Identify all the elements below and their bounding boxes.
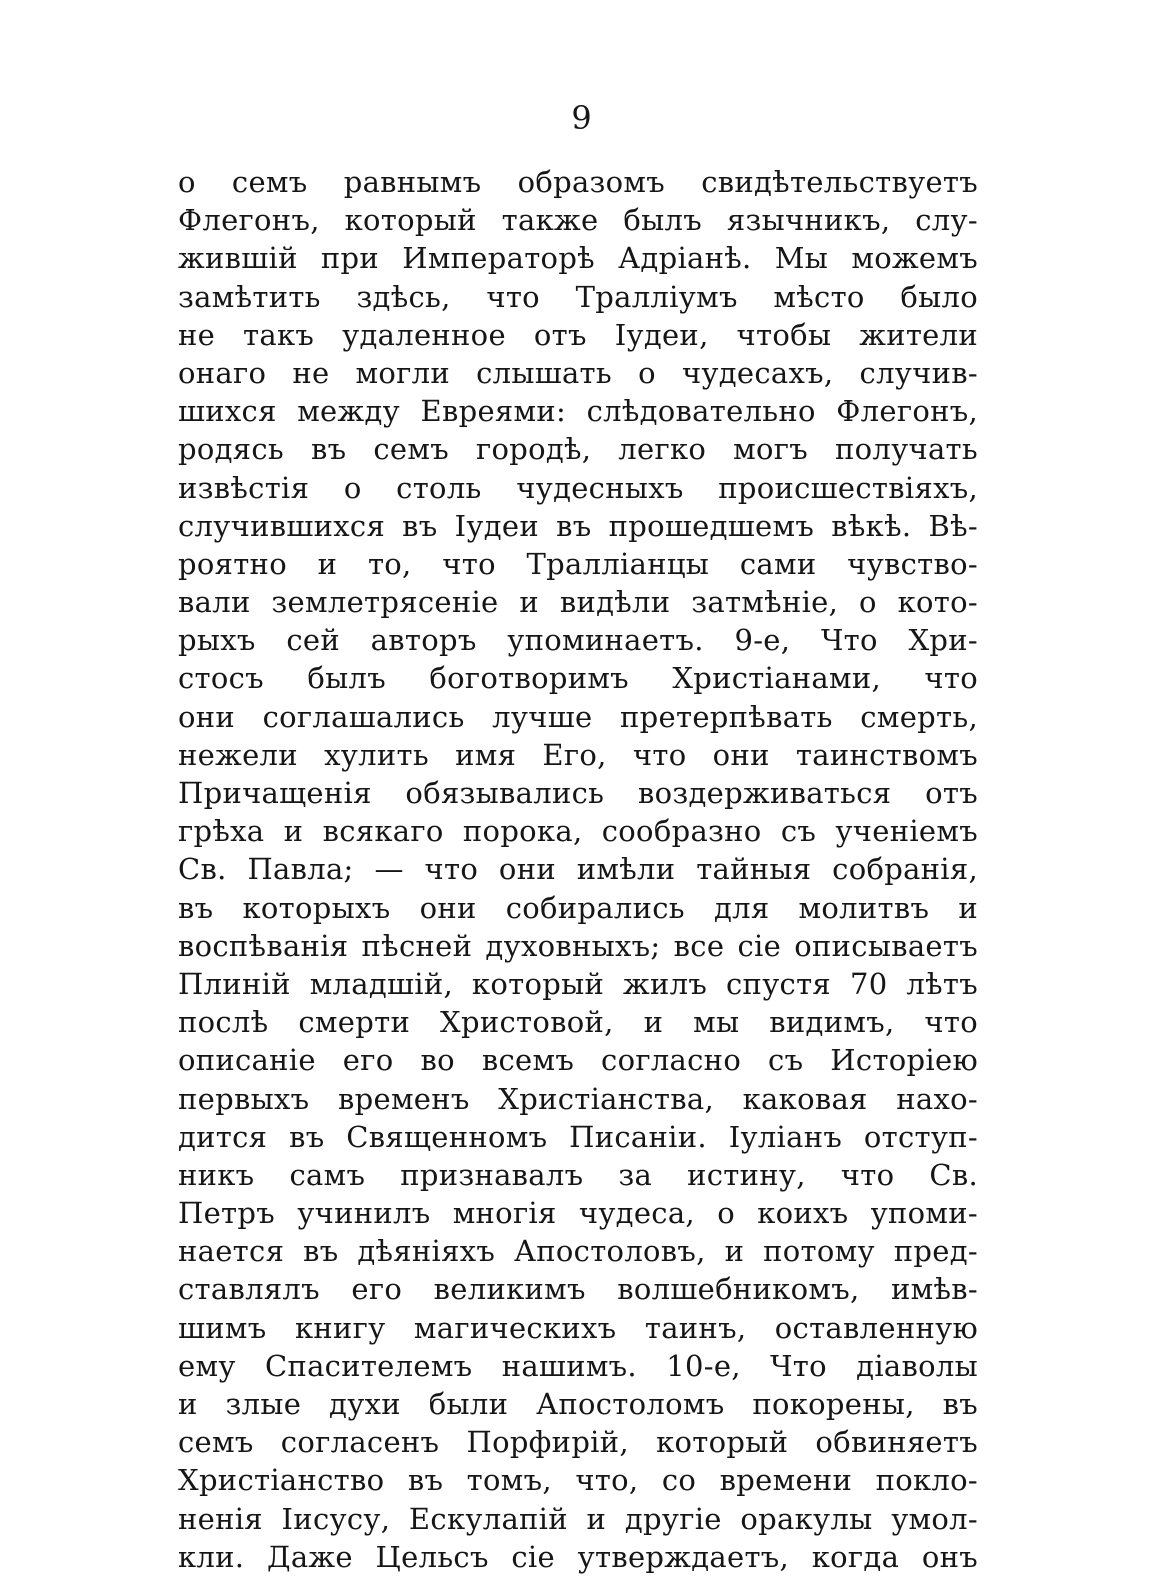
text-line: шимъ книгу магическихъ таинъ, оставленную — [178, 1310, 978, 1345]
text-line: Плиній младшій, который жилъ спустя 70 лѣтъ — [178, 966, 978, 1001]
text-line: Христіанство въ томъ, что, со времени покло- — [178, 1463, 978, 1498]
text-line: кли. Даже Цельсъ сіе утверждаетъ, когда онъ — [178, 1539, 978, 1574]
text-line: Петръ учинилъ многія чудеса, о коихъ упоми- — [178, 1196, 978, 1231]
text-line: шихся между Евреями: слѣдовательно Флегонъ, — [178, 394, 978, 429]
text-line: въ которыхъ они собирались для молитвъ и — [178, 890, 978, 925]
text-line: Флегонъ, который также былъ язычникъ, слу- — [178, 203, 978, 238]
text-line: Причащенія обязывались воздерживаться отъ — [178, 776, 978, 810]
text-line: о семъ равнымъ образомъ свидѣтельствуетъ — [178, 165, 978, 199]
text-line: грѣха и всякаго порока, сообразно съ ученіемъ — [178, 814, 978, 849]
text-line: нается въ дѣяніяхъ Апостоловъ, и потому пред- — [178, 1234, 978, 1269]
text-line: ему Спасителемъ нашимъ. 10-е, Что діаволы — [178, 1348, 978, 1383]
body-text — [178, 163, 978, 1576]
text-line: роятно и то, что Тралліанцы сами чувство- — [178, 546, 978, 581]
text-line: жившій при Императорѣ Адріанѣ. Мы можемъ — [178, 241, 978, 276]
text-line: не такъ удаленное отъ Іудеи, чтобы жители — [178, 317, 978, 352]
text-line: вали землетрясеніе и видѣли затмѣніе, о кото- — [178, 585, 978, 620]
text-line: никъ самъ признавалъ за истину, что Св. — [178, 1157, 978, 1192]
text-line: нежели хулить имя Его, что они таинствомъ — [178, 737, 978, 772]
text-line: Св. Павла; — что они имѣли тайныя собранія, — [178, 852, 978, 887]
text-line: замѣтить здѣсь, что Траллiумъ мѣсто было — [178, 279, 978, 314]
text-line: ненія Іисусу, Ескулапій и другіе оракулы умол- — [178, 1501, 978, 1536]
text-line: они соглашались лучше претерпѣвать смерть, — [178, 699, 978, 734]
page-number: 9 — [571, 99, 592, 137]
text-line: послѣ смерти Христовой, и мы видимъ, что — [178, 1005, 978, 1040]
text-line: случившихся въ Іудеи въ прошедшемъ вѣкѣ. Вѣ- — [178, 508, 978, 543]
text-line: онаго не могли слышать о чудесахъ, случив- — [178, 355, 978, 390]
text-line: семъ согласенъ Порфирій, который обвиняетъ — [178, 1425, 978, 1460]
text-line: рыхъ сей авторъ упоминаетъ. 9-е, Что Хри- — [178, 623, 978, 658]
text-line: и злые духи были Апостоломъ покорены, въ — [178, 1387, 978, 1421]
text-line: описаніе его во всемъ согласно съ Исторіею — [178, 1043, 978, 1078]
text-line: первыхъ временъ Христіанства, каковая нахо- — [178, 1081, 978, 1116]
text-line: извѣстія о столь чудесныхъ происшествіяхъ, — [178, 470, 978, 505]
text-line: воспѣванія пѣсней духовныхъ; все сіе описываетъ — [178, 928, 978, 963]
text-line: родясь въ семъ городѣ, легко могъ получать — [178, 432, 978, 467]
text-line: ставлялъ его великимъ волшебникомъ, имѣв- — [178, 1272, 978, 1307]
text-line: стосъ былъ боготворимъ Христіанами, что — [178, 661, 978, 696]
text-line: дится въ Священномъ Писаніи. Іуліанъ отступ- — [178, 1119, 978, 1154]
